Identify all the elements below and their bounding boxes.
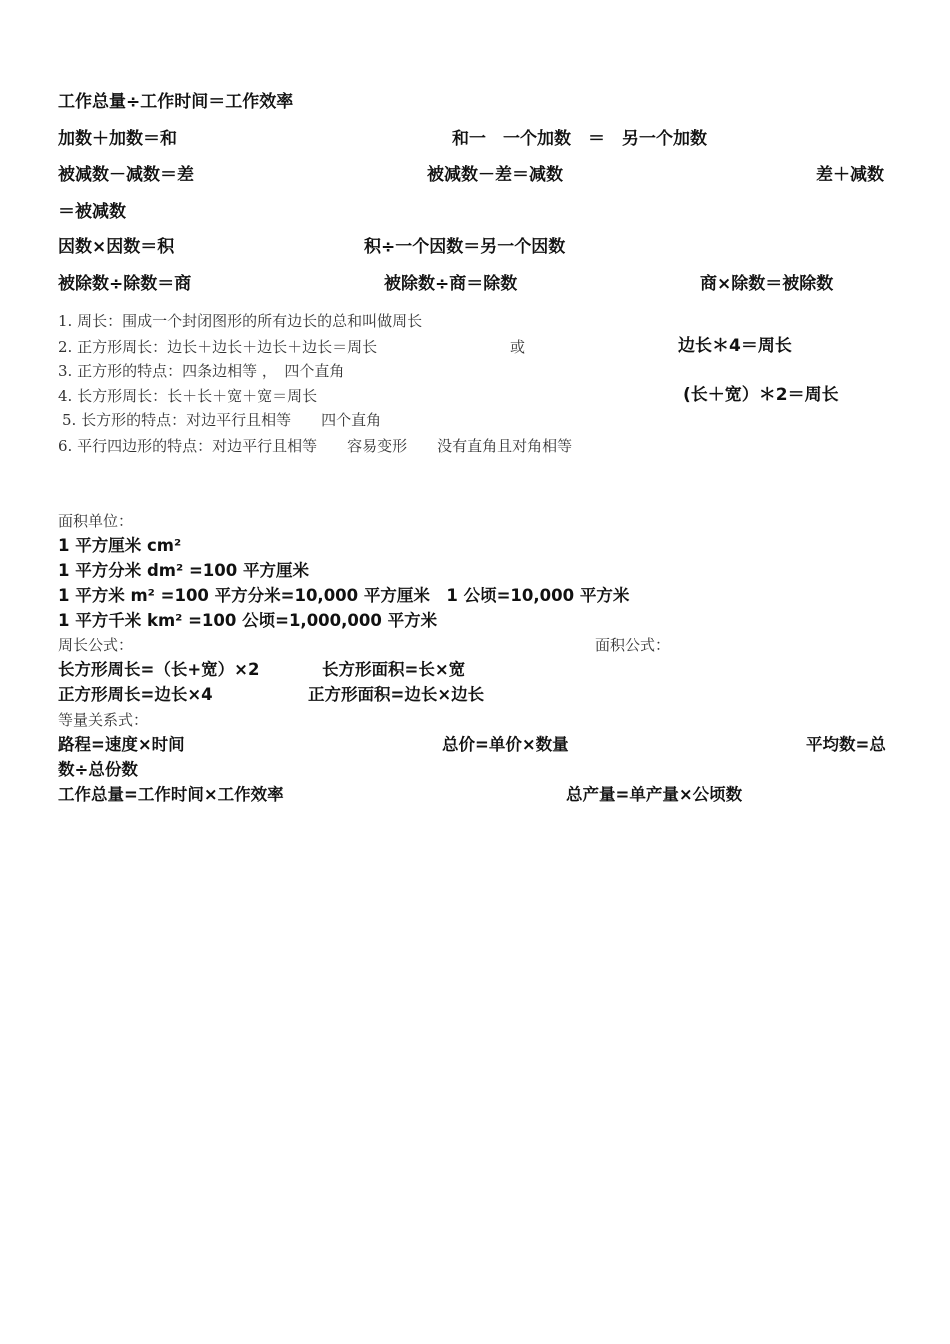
relation-average-cont: 数÷总份数 (58, 760, 138, 779)
relations-heading: 等量关系式： (58, 711, 149, 729)
list-item-or-label: 或 (510, 338, 526, 356)
list-item-square-perimeter: 2. 正方形周长：边长＋边长＋边长＋边长＝周长 (58, 338, 378, 356)
perimeter-formulas-heading: 周长公式： (58, 636, 134, 654)
area-unit-dm2: 1 平方分米 dm² =100 平方厘米 (58, 561, 309, 580)
formula-subtraction-check-cont: ＝被减数 (58, 202, 126, 222)
formula-multiplication-inverse: 积÷一个因数＝另一个因数 (364, 237, 566, 257)
formula-subtraction-inverse: 被减数－差＝减数 (427, 165, 563, 185)
formula-addition: 加数＋加数＝和 (58, 129, 177, 149)
area-units-heading: 面积单位： (58, 512, 134, 530)
square-perimeter-alt-formula: 边长＊4＝周长 (678, 336, 792, 356)
formula-subtraction-check: 差＋减数 (816, 165, 884, 185)
formula-addition-inverse: 和一 一个加数 ＝ 另一个加数 (452, 129, 707, 149)
rectangle-area-formula: 长方形面积=长×宽 (322, 660, 466, 679)
relation-average: 平均数=总 (806, 735, 886, 754)
area-unit-m2: 1 平方米 m² =100 平方分米=10,000 平方厘米 1 公顷=10,000 平方米 (58, 586, 630, 605)
relation-total-output: 总产量=单产量×公顷数 (566, 785, 743, 804)
list-item-perimeter-definition: 1. 周长：围成一个封闭图形的所有边长的总和叫做周长 (58, 312, 423, 330)
list-item-parallelogram-properties: 6. 平行四边形的特点：对边平行且相等 容易变形 没有直角且对角相等 (58, 437, 573, 455)
area-formulas-heading: 面积公式： (595, 636, 671, 654)
list-item-rectangle-perimeter: 4. 长方形周长：长＋长＋宽＋宽＝周长 (58, 387, 318, 405)
formula-division-check: 商×除数＝被除数 (700, 274, 834, 294)
area-unit-km2: 1 平方千米 km² =100 公顷=1,000,000 平方米 (58, 611, 438, 630)
square-perimeter-formula: 正方形周长=边长×4 (58, 685, 213, 704)
formula-division: 被除数÷除数＝商 (58, 274, 192, 294)
relation-total-work: 工作总量=工作时间×工作效率 (58, 785, 284, 804)
formula-multiplication: 因数×因数＝积 (58, 237, 175, 257)
formula-subtraction: 被减数－减数＝差 (58, 165, 194, 185)
list-item-square-properties: 3. 正方形的特点：四条边相等 ， 四个直角 (58, 362, 345, 380)
formula-division-inverse: 被除数÷商＝除数 (384, 274, 518, 294)
rectangle-perimeter-formula: 长方形周长=（长+宽）×2 (58, 660, 260, 679)
relation-distance: 路程=速度×时间 (58, 735, 185, 754)
area-unit-cm2: 1 平方厘米 cm² (58, 536, 182, 555)
formula-work-efficiency: 工作总量÷工作时间＝工作效率 (58, 92, 294, 112)
rectangle-perimeter-alt-formula: (长＋宽）＊2＝周长 (683, 385, 839, 405)
relation-total-price: 总价=单价×数量 (442, 735, 569, 754)
list-item-rectangle-properties: 5. 长方形的特点：对边平行且相等 四个直角 (62, 411, 382, 429)
square-area-formula: 正方形面积=边长×边长 (308, 685, 485, 704)
